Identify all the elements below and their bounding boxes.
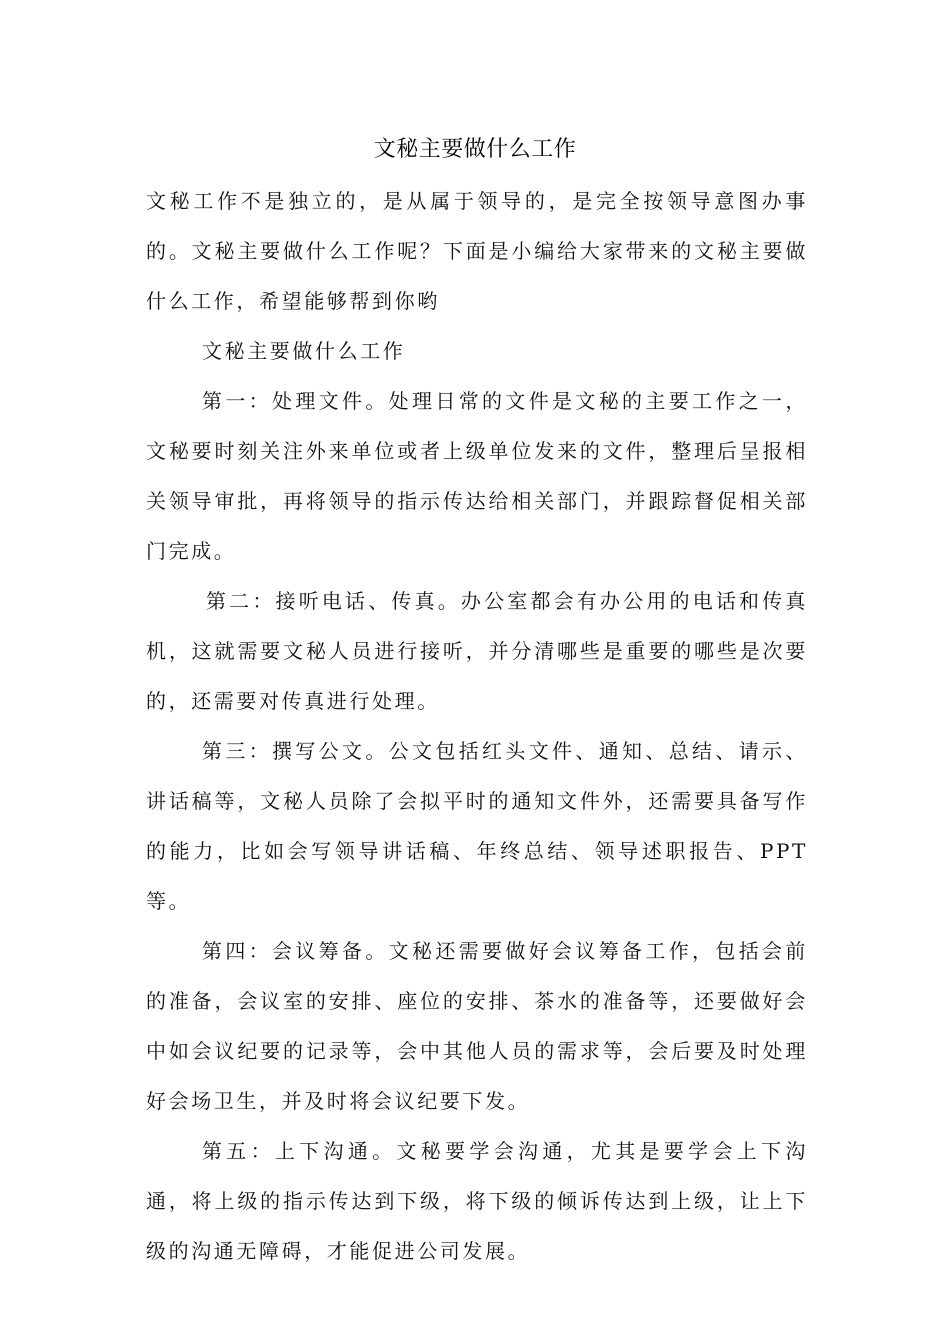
document-title: 文秘主要做什么工作 xyxy=(373,137,577,162)
paragraph-fifth: 第五：上下沟通。文秘要学会沟通，尤其是要学会上下沟通，将上级的指示传达到下级，将下级的倾诉传达到上级，让上下级的沟通无障碍，才能促进公司发展。 xyxy=(146,1139,808,1263)
paragraph-third: 第三：撰写公文。公文包括红头文件、通知、总结、请示、讲话稿等，文秘人员除了会拟平时的通知文件外，还需要具备写作的能力，比如会写领导讲话稿、年终总结、领导述职报告、PPT 等。 xyxy=(146,739,808,913)
paragraph-second: 第二：接听电话、传真。办公室都会有办公用的电话和传真机，这就需要文秘人员进行接听，并分清哪些是重要的哪些是次要的，还需要对传真进行处理。 xyxy=(146,589,808,713)
paragraph-fourth: 第四：会议筹备。文秘还需要做好会议筹备工作，包括会前的准备，会议室的安排、座位的安排、茶水的准备等，还要做好会中如会议纪要的记录等，会中其他人员的需求等，会后要及时处理好会场卫生，并及时将会议纪要下发。 xyxy=(146,939,808,1113)
intro-paragraph: 文秘工作不是独立的，是从属于领导的，是完全按领导意图办事的。文秘主要做什么工作呢？下面是小编给大家带来的文秘主要做什么工作，希望能够帮到你哟 xyxy=(146,189,808,313)
paragraph-first: 第一：处理文件。处理日常的文件是文秘的主要工作之一，文秘要时刻关注外来单位或者上级单位发来的文件，整理后呈报相关领导审批，再将领导的指示传达给相关部门，并跟踪督促相关部门完成。 xyxy=(146,389,808,563)
section-heading: 文秘主要做什么工作 xyxy=(202,339,406,363)
document-body xyxy=(146,176,808,1276)
